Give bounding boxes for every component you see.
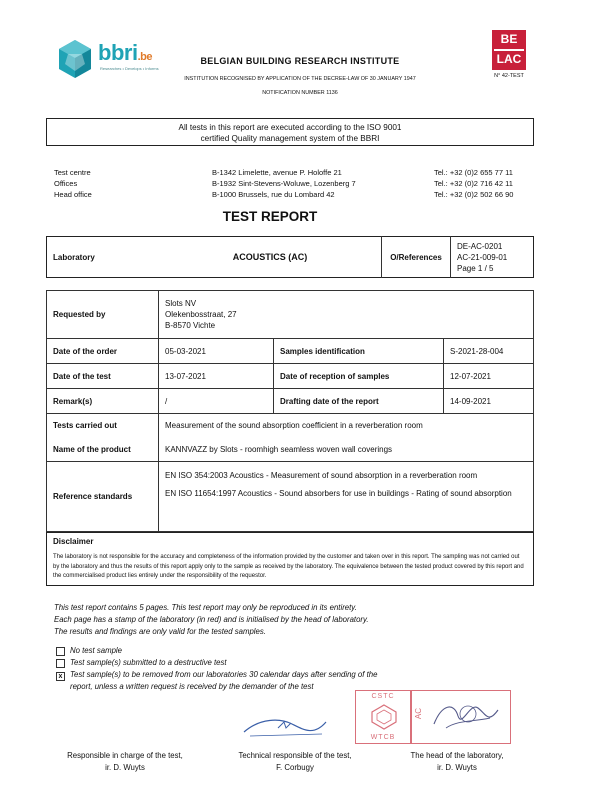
stamp-emblem-icon xyxy=(371,704,397,730)
signature-role: The head of the laboratory, xyxy=(410,751,504,760)
logo-tagline: Researches • Develops • Informs xyxy=(100,66,159,71)
remarks-label: Remark(s) xyxy=(47,389,159,414)
samples-id-label: Samples identification xyxy=(274,339,444,364)
tests-product-values xyxy=(159,414,534,462)
checkbox-label-continued: report, unless a written request is received by the demander of the test xyxy=(70,682,314,691)
table-row xyxy=(47,364,534,389)
stamp-top: CSTC xyxy=(371,693,395,700)
logo-suffix: .be xyxy=(137,51,152,63)
requester-street: Olekenbosstraat, 27 xyxy=(165,310,237,319)
iso-line-1: All tests in this report are executed according to the ISO 9001 xyxy=(178,123,402,132)
address-value: B-1000 Brussels, rue du Lombard 42 xyxy=(212,190,335,199)
address-block xyxy=(54,167,534,200)
checkbox-label: No test sample xyxy=(70,646,123,655)
table-row xyxy=(47,291,534,339)
address-tel: Tel.: +32 (0)2 716 42 11 xyxy=(434,179,513,188)
note-line: Each page has a stamp of the laboratory (in red) and is initialised by the head of laboratory. xyxy=(54,615,369,624)
checkbox-label: Test sample(s) submitted to a destructive test xyxy=(70,658,227,667)
laboratory-stamp xyxy=(355,690,515,746)
reception-label: Date of reception of samples xyxy=(274,364,444,389)
requested-by-value xyxy=(159,291,534,339)
belac-logo xyxy=(492,30,526,74)
drafting-label: Drafting date of the report xyxy=(274,389,444,414)
checkbox-unchecked-icon[interactable] xyxy=(56,647,65,656)
signature-name: ir. D. Wuyts xyxy=(437,763,477,772)
signature-block xyxy=(372,750,542,774)
address-label: Head office xyxy=(54,190,92,199)
remarks-value: / xyxy=(159,389,274,414)
signature-name: ir. D. Wuyts xyxy=(105,763,145,772)
recognition-line: INSTITUTION RECOGNISED BY APPLICATION OF THE DECREE-LAW OF 30 JANUARY 1947 xyxy=(184,76,416,82)
signature-role: Responsible in charge of the test, xyxy=(67,751,183,760)
lab-label: Laboratory xyxy=(53,252,95,262)
address-row xyxy=(54,178,534,189)
details-table xyxy=(46,290,534,532)
ref-values xyxy=(451,237,534,278)
belac-letters-bottom: LAC xyxy=(496,52,522,66)
standards-label: Reference standards xyxy=(47,462,159,532)
notification-line: NOTIFICATION NUMBER 1136 xyxy=(262,90,338,96)
requester-name: Slots NV xyxy=(165,299,197,308)
disclaimer-title: Disclaimer xyxy=(53,537,94,546)
order-date-label: Date of the order xyxy=(47,339,159,364)
address-tel: Tel.: +32 (0)2 502 66 90 xyxy=(434,190,514,199)
address-tel: Tel.: +32 (0)2 655 77 11 xyxy=(434,168,513,177)
signature-role: Technical responsible of the test, xyxy=(238,751,352,760)
address-label: Offices xyxy=(54,179,78,188)
stamp-bottom: WTCB xyxy=(370,734,396,741)
disclaimer-text: The laboratory is not responsible for the accuracy and completeness of the information provided by the customer and taken over in this report. The sampling was not carried out by the laboratory and thus the results of this report apply only to the sample as received by the laboratory. The equivalence between the tested product covered by this report and the commercialised product lies entirely under the responsibility of the requestor. xyxy=(53,554,524,579)
belac-letters-top: BE xyxy=(500,32,518,46)
address-value: B-1932 Sint-Stevens-Woluwe, Lozenberg 7 xyxy=(212,179,356,188)
product-label: Name of the product xyxy=(53,444,131,454)
laboratory-table xyxy=(46,236,534,278)
ref-number: AC-21-009-01 xyxy=(457,252,508,262)
checkbox-checked-icon[interactable]: x xyxy=(56,672,65,681)
notes-block xyxy=(54,602,369,638)
test-date-label: Date of the test xyxy=(47,364,159,389)
stamp-logo-box xyxy=(355,690,411,744)
disclaimer-box xyxy=(46,532,534,586)
tests-value: Measurement of the sound absorption coefficient in a reverberation room xyxy=(165,420,423,430)
checkbox-unchecked-icon[interactable] xyxy=(56,659,65,668)
logo-brand: bbri xyxy=(98,40,138,65)
page-count: Page 1 / 5 xyxy=(457,263,494,273)
standard-item: EN ISO 354:2003 Acoustics - Measurement of sound absorption in a reverberation room xyxy=(165,471,478,480)
table-row xyxy=(47,414,534,462)
table-row xyxy=(47,389,534,414)
standards-values xyxy=(159,462,534,532)
standard-item: EN ISO 11654:1997 Acoustics - Sound absorbers for use in buildings - Rating of sound absorption xyxy=(165,489,512,498)
ref-code: DE-AC-0201 xyxy=(457,241,503,251)
signature-block xyxy=(210,750,380,774)
test-date-value: 13-07-2021 xyxy=(159,364,274,389)
signature-name: F. Corbugy xyxy=(276,763,314,772)
tests-product-labels xyxy=(47,414,159,462)
address-row xyxy=(54,167,534,178)
table-row xyxy=(47,462,534,532)
note-line: The results and findings are only valid for the tested samples. xyxy=(54,627,266,636)
table-row xyxy=(47,339,534,364)
address-value: B-1342 Limelette, avenue P. Holoffe 21 xyxy=(212,168,342,177)
requester-city: B-8570 Vichte xyxy=(165,321,216,330)
checkbox-label: Test sample(s) to be removed from our laboratories 30 calendar days after sending of the xyxy=(70,670,378,679)
drafting-date-value: 14-09-2021 xyxy=(444,389,534,414)
tests-label: Tests carried out xyxy=(53,420,117,430)
institute-name: BELGIAN BUILDING RESEARCH INSTITUTE xyxy=(200,56,400,66)
technical-signature-icon xyxy=(240,712,330,742)
reception-date-value: 12-07-2021 xyxy=(444,364,534,389)
belac-number: N° 42-TEST xyxy=(494,73,524,79)
order-date-value: 05-03-2021 xyxy=(159,339,274,364)
report-title: TEST REPORT xyxy=(222,209,318,224)
signature-block xyxy=(40,750,210,774)
address-label: Test centre xyxy=(54,168,91,177)
stamp-side: AC xyxy=(414,707,424,720)
samples-id-value: S-2021-28-004 xyxy=(444,339,534,364)
address-row xyxy=(54,189,534,200)
product-value: KANNVAZZ by Slots - roomhigh seamless woven wall coverings xyxy=(165,444,393,454)
iso-notice-box xyxy=(46,118,534,146)
note-line: This test report contains 5 pages. This test report may only be reproduced in its entirety. xyxy=(54,603,357,612)
lab-value: ACOUSTICS (AC) xyxy=(159,237,382,278)
stamp-signature-box xyxy=(411,690,511,744)
head-signature-icon xyxy=(428,694,508,740)
ref-label: O/References xyxy=(382,237,451,278)
requested-by-label: Requested by xyxy=(47,291,159,339)
iso-line-2: certified Quality management system of the BBRI xyxy=(200,134,380,143)
